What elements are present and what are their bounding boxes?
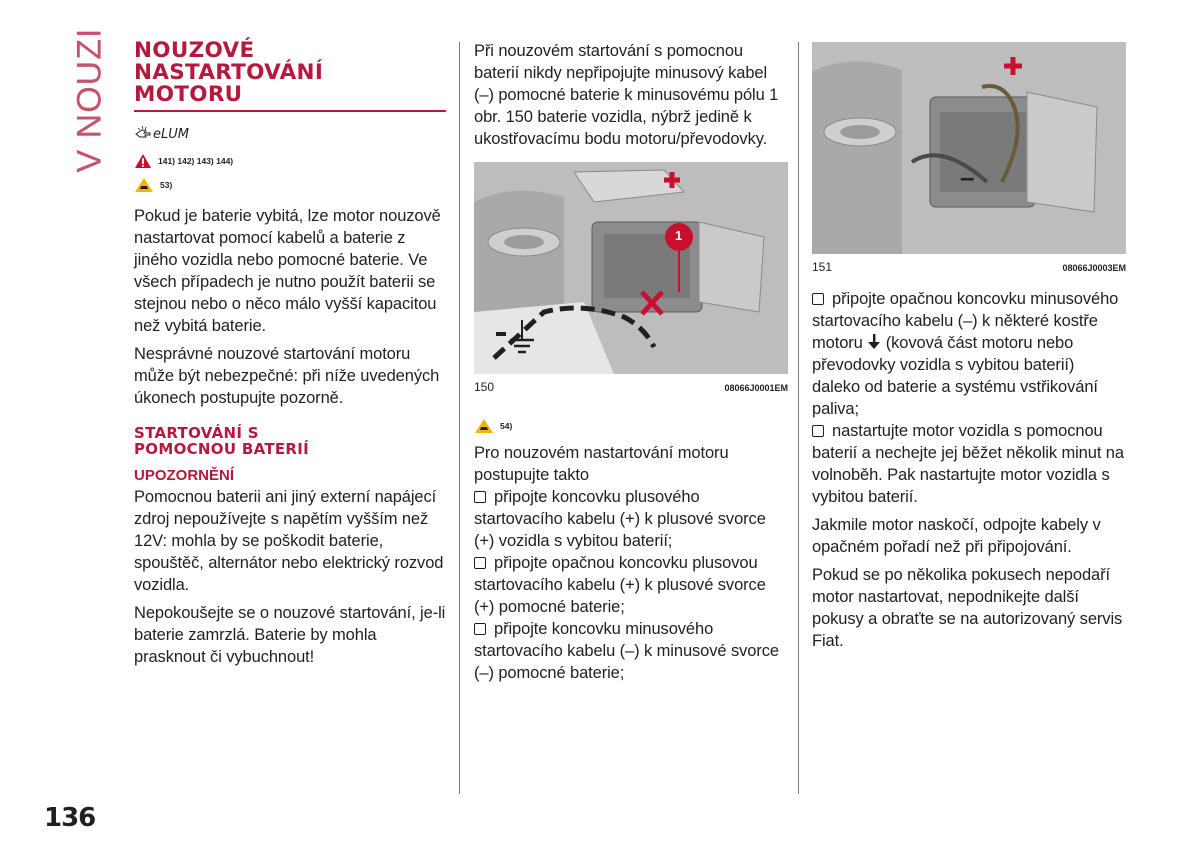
note-refs-row: 54) bbox=[474, 418, 788, 434]
callout-number: 1 bbox=[675, 228, 683, 243]
service-paragraph: Pokud se po několika pokusech nepodaří motor nastartovat, nepodnikejte další pokusy a obraťte se na autorizovaný servis Fiat. bbox=[812, 566, 1123, 650]
danger-triangle-icon bbox=[134, 153, 152, 169]
warning-refs-row: 141) 142) 143) 144) bbox=[134, 153, 446, 169]
step-3: připojte koncovku minusového startovacího kabelu (–) k minusové svorce (–) pomocné baterie; bbox=[474, 620, 779, 682]
step-5: nastartujte motor vozidla s pomocnou baterií a nechejte jej běžet několik minut na volnoběh. Pak nastartujte motor vozidla s vybitou baterií. bbox=[812, 422, 1124, 506]
disconnect-paragraph: Jakmile motor naskočí, odpojte kabely v opačném pořadí než při připojování. bbox=[812, 516, 1101, 556]
column-3 bbox=[812, 42, 1126, 652]
chapter-side-tab bbox=[70, 27, 110, 173]
figure-151-caption bbox=[812, 260, 1126, 274]
warning-paragraph: Pomocnou baterii ani jiný externí napájecí zdroj nepoužívejte s napětím vyšším než 12V: mohla by se poškodit baterie, spouštěč, alternátor nebo elektrický rozvod vozidla. bbox=[134, 488, 444, 594]
subsection-title: STARTOVÁNÍ S POMOCNOU BATERIÍ bbox=[134, 424, 310, 458]
intro-paragraph: Pokud je baterie vybitá, lze motor nouzově nastartovat pomocí kabelů a baterie z jiného vozidla nebo pomocné baterie. Ve všech případech je nutno použít baterii se stejnou nebo o něco málo vyšší kapacitou než vybitá baterie. bbox=[134, 207, 441, 335]
warning-heading: UPOZORNĚNÍ bbox=[134, 467, 235, 484]
step-2: připojte opačnou koncovku plusovou startovacího kabelu (+) k plusové svorce (+) pomocné baterie; bbox=[474, 554, 766, 616]
column-2 bbox=[474, 40, 788, 684]
note-refs-row: 53) bbox=[134, 177, 446, 193]
svg-text:eLUM: eLUM bbox=[153, 127, 189, 142]
frozen-battery-paragraph: Nepokoušejte se o nouzové startování, je-li baterie zamrzlá. Baterie by mohla prasknout či vybuchnout! bbox=[134, 604, 446, 666]
chapter-tab-label: V NOUZI bbox=[70, 27, 109, 173]
checkbox-bullet-icon bbox=[474, 623, 486, 635]
column-divider bbox=[798, 42, 799, 794]
title-underline bbox=[134, 110, 446, 112]
figure-code: 08066J0001EM bbox=[724, 383, 788, 393]
column-divider bbox=[459, 42, 460, 794]
ground-symbol-icon bbox=[867, 334, 881, 350]
section-title: NOUZOVÉ NASTARTOVÁNÍ MOTORU bbox=[134, 38, 324, 107]
figure-code: 08066J0003EM bbox=[1062, 263, 1126, 273]
step-4: připojte opačnou koncovku minusového startovacího kabelu (–) k některé kostře motoru (kovová část motoru nebo převodovky vozidla s vybitou baterií) daleko od baterie a systému vstřikování paliva; bbox=[812, 290, 1119, 418]
car-note-triangle-icon bbox=[474, 418, 494, 434]
procedure-intro: Pro nouzovém nastartování motoru postupujte takto bbox=[474, 444, 729, 484]
negative-cable-paragraph: Při nouzovém startování s pomocnou baterií nikdy nepřipojujte minusový kabel (–) pomocné baterie k minusovému pólu 1 obr. 150 baterie vozidla, nýbrž jedině k ukostřovacímu bodu motoru/převodovky. bbox=[474, 42, 779, 148]
column-1 bbox=[134, 40, 446, 668]
page-number: 136 bbox=[44, 803, 96, 833]
checkbox-bullet-icon bbox=[812, 293, 824, 305]
checkbox-bullet-icon bbox=[474, 491, 486, 503]
figure-150 bbox=[474, 162, 788, 374]
caution-paragraph: Nesprávné nouzové startování motoru může být nebezpečné: při níže uvedených úkonech postupujte pozorně. bbox=[134, 345, 440, 407]
checkbox-bullet-icon bbox=[812, 425, 824, 437]
elum-logo-icon bbox=[134, 124, 446, 147]
figure-number: 151 bbox=[812, 260, 833, 274]
figure-number: 150 bbox=[474, 380, 495, 394]
step-1: připojte koncovku plusového startovacího kabelu (+) k plusové svorce (+) vozidla s vybitou baterií; bbox=[474, 488, 766, 550]
car-note-triangle-icon bbox=[134, 177, 154, 193]
ground-connection-illustration bbox=[812, 42, 1126, 254]
minus-label: – bbox=[960, 162, 975, 192]
figure-150-caption bbox=[474, 380, 788, 394]
figure-151 bbox=[812, 42, 1126, 254]
battery-illustration bbox=[474, 162, 788, 374]
checkbox-bullet-icon bbox=[474, 557, 486, 569]
